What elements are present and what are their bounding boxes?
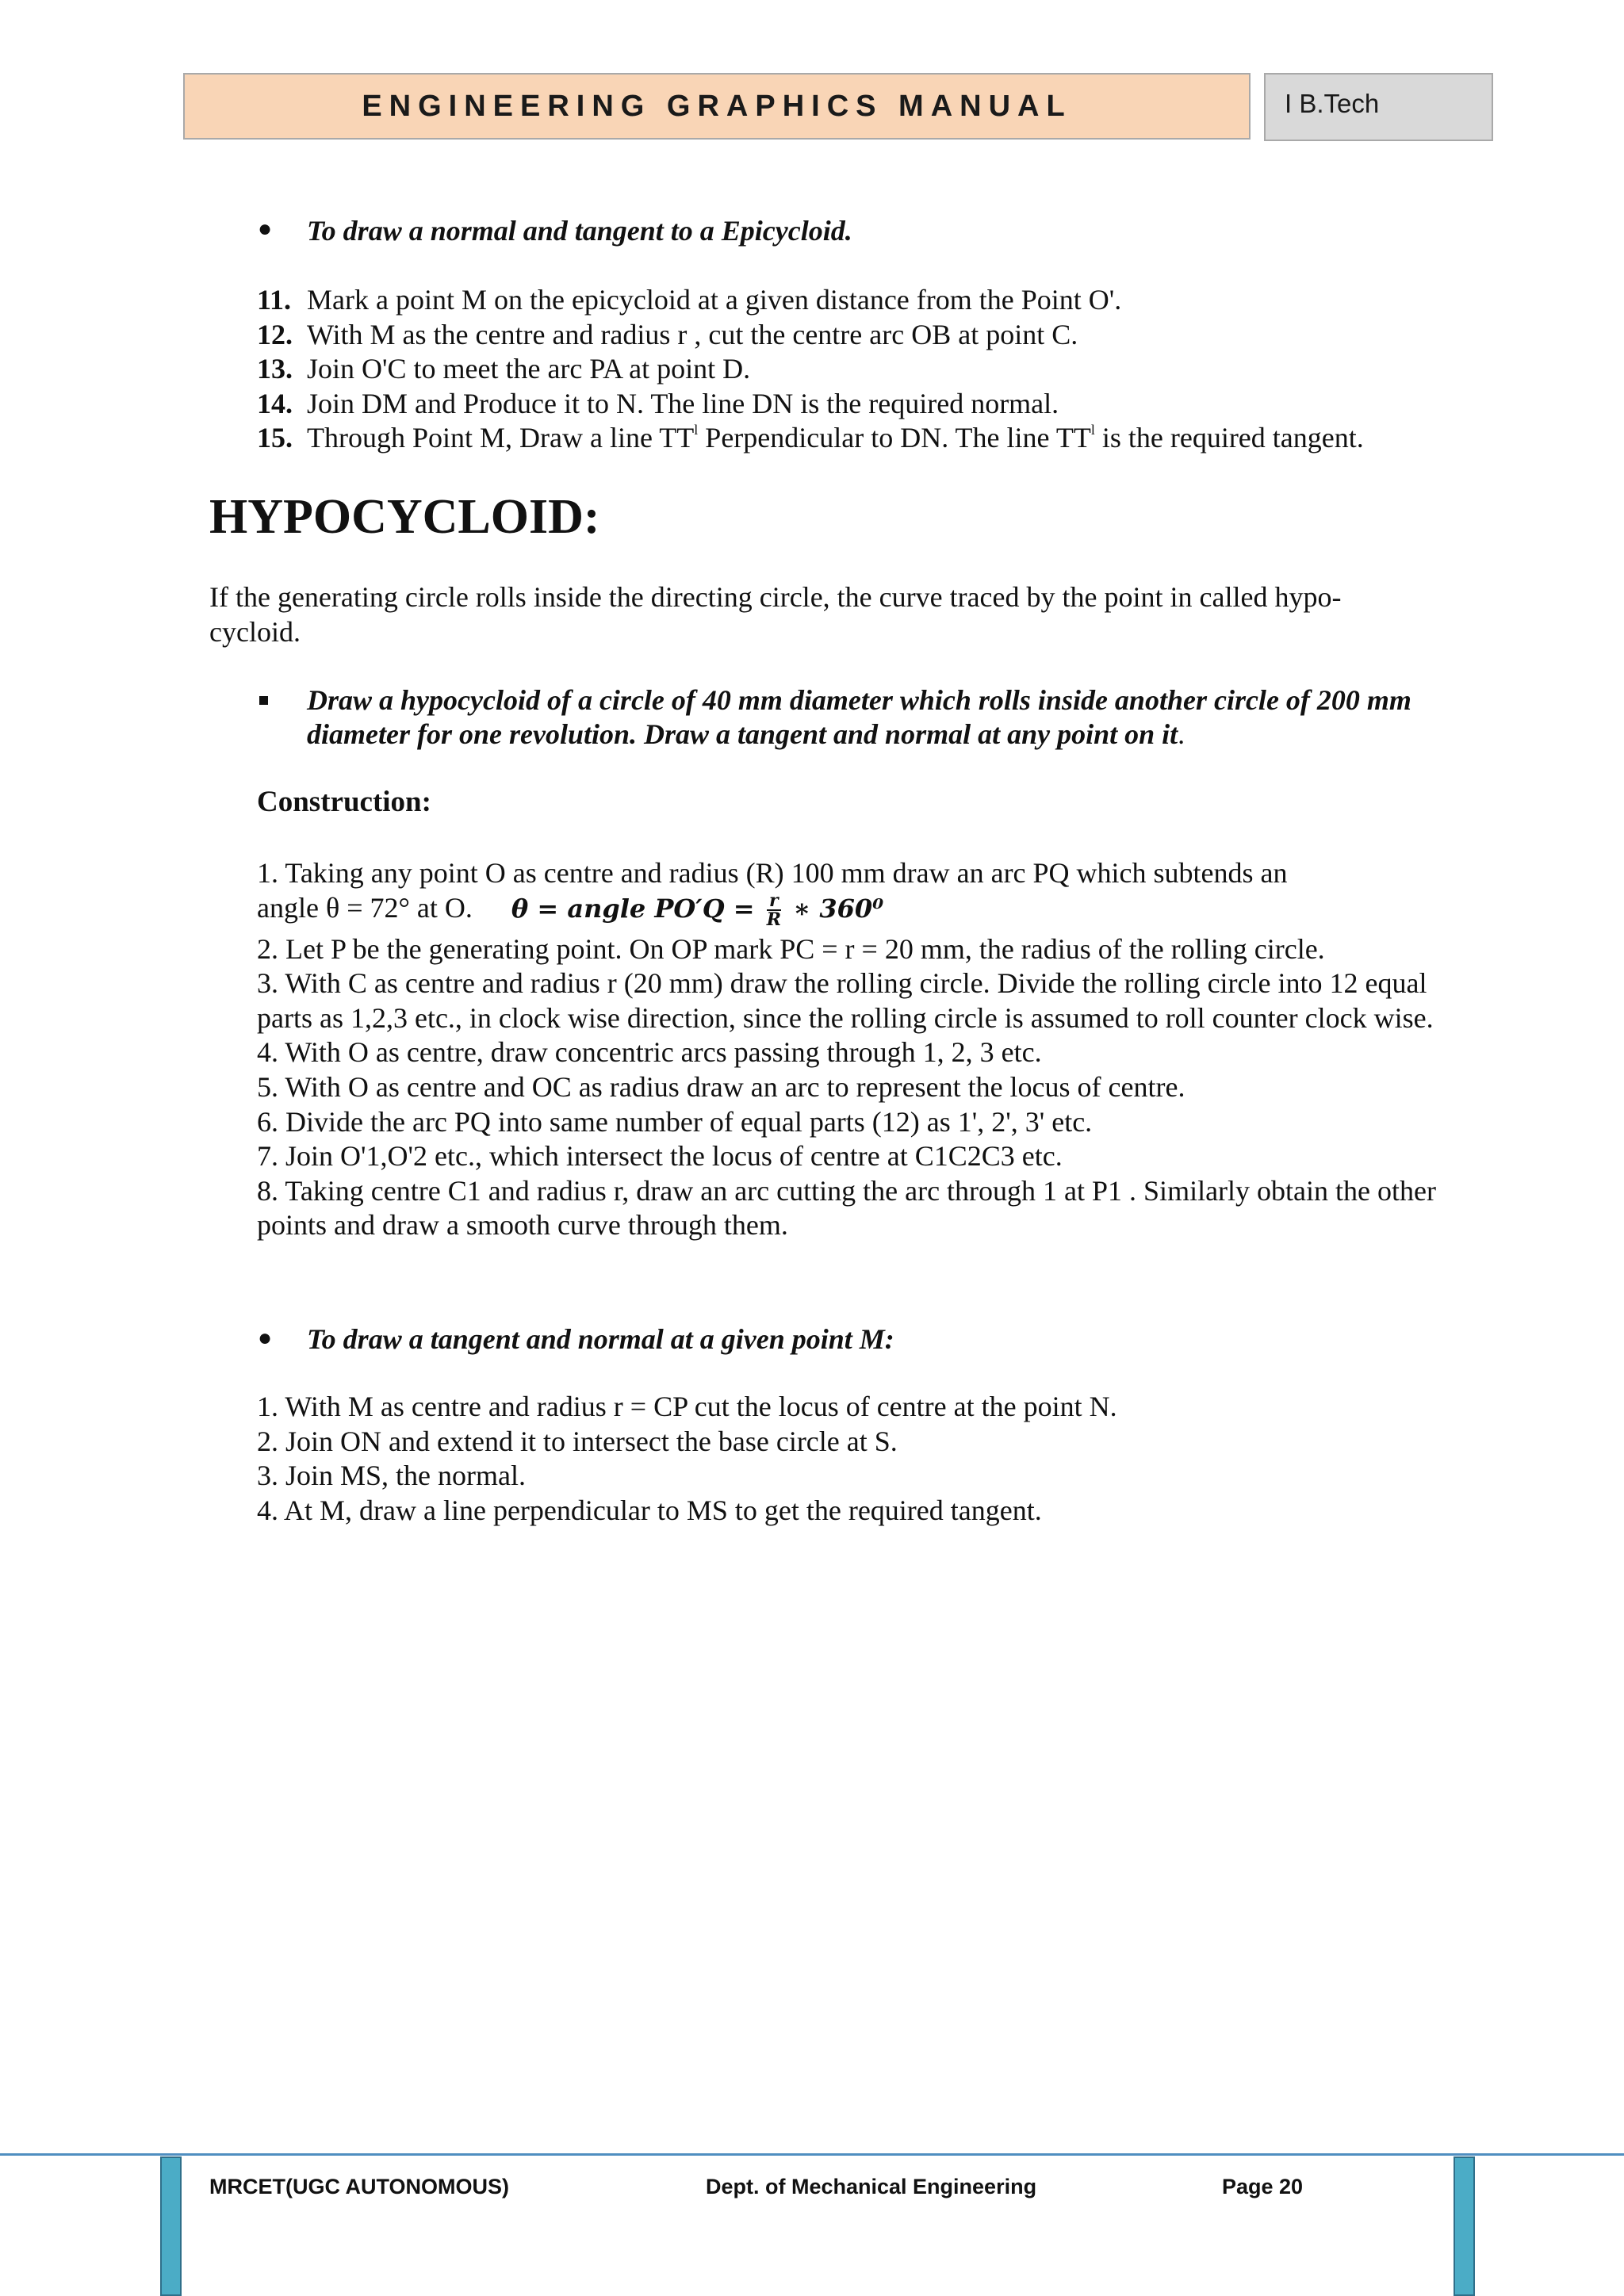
list-item: 13. Join O'C to meet the arc PA at point D. bbox=[257, 353, 751, 385]
construction-title: Construction: bbox=[257, 786, 431, 818]
construction-step: 8. Taking centre C1 and radius r, draw an arc cutting the arc through 1 at P1 . Similarly obtain the other points and draw a smooth curve through them. bbox=[257, 1174, 1436, 1242]
tangent-normal-heading: To draw a tangent and normal at a given point M: bbox=[307, 1323, 894, 1355]
construction-step: 3. With C as centre and radius r (20 mm) draw the rolling circle. Divide the rolling circle into 12 equal parts as 1,2,3 etc., in clock wise direction, since the rolling circle is assumed to roll counter clock wise. bbox=[257, 967, 1434, 1034]
construction-steps bbox=[257, 856, 1446, 1243]
course-tag: I B.Tech bbox=[1264, 73, 1493, 141]
tangent-steps bbox=[257, 1390, 1446, 1528]
tangent-step: 1. With M as centre and radius r = CP cut the locus of centre at the point N. bbox=[257, 1391, 1117, 1422]
fraction: $\frac{r}{R}$ bbox=[766, 890, 781, 931]
footer-page-number: Page 20 bbox=[1222, 2175, 1304, 2198]
list-item: 14. Join DM and Produce it to N. The line DN is the required normal. bbox=[257, 387, 1059, 419]
footer-institution: MRCET(UGC AUTONOMOUS) bbox=[209, 2175, 509, 2198]
construction-step: 6. Divide the arc PQ into same number of equal parts (12) as 1', 2', 3' etc. bbox=[257, 1105, 1093, 1138]
bullet-icon: ● bbox=[258, 216, 273, 242]
angle-formula: θ = angle PO′Q = $\frac{r}{R}$ ∗ 360⁰ bbox=[511, 890, 884, 931]
manual-title-banner: ENGINEERING GRAPHICS MANUAL bbox=[183, 73, 1251, 140]
epicycloid-normal-heading: To draw a normal and tangent to a Epicycloid. bbox=[307, 215, 852, 247]
list-item: 11. Mark a point M on the epicycloid at a given distance from the Point O'. bbox=[257, 284, 1122, 316]
tangent-step: 2. Join ON and extend it to intersect the base circle at S. bbox=[257, 1425, 898, 1457]
footer-left-bar bbox=[160, 2156, 182, 2296]
footer-right-bar bbox=[1454, 2156, 1475, 2296]
tangent-step: 3. Join MS, the normal. bbox=[257, 1460, 526, 1492]
bullet-icon: ● bbox=[258, 1325, 273, 1351]
construction-step: 2. Let P be the generating point. On OP mark PC = r = 20 mm, the radius of the rolling circle. bbox=[257, 932, 1325, 965]
square-bullet-icon bbox=[259, 696, 268, 705]
section-title: HYPOCYCLOID: bbox=[209, 490, 600, 544]
construction-step: 4. With O as centre, draw concentric arcs passing through 1, 2, 3 etc. bbox=[257, 1036, 1042, 1069]
hypocycloid-definition: If the generating circle rolls inside the directing circle, the curve traced by the point in called hypo-cycloid. bbox=[209, 581, 1342, 648]
footer-divider bbox=[0, 2153, 1624, 2156]
problem-statement: Draw a hypocycloid of a circle of 40 mm diameter which rolls inside another circle of 200 mm diameter for one revolution. Draw a tangent and normal at any point on it. bbox=[307, 684, 1411, 750]
construction-step: angle θ = 72° at O. θ = angle PO′Q = $\frac{r}{R}$ ∗ 360⁰ bbox=[257, 890, 884, 931]
epicycloid-steps-list bbox=[257, 283, 1364, 456]
construction-step: 1. Taking any point O as centre and radius (R) 100 mm draw an arc PQ which subtends an bbox=[257, 857, 1288, 889]
construction-step: 5. With O as centre and OC as radius draw an arc to represent the locus of centre. bbox=[257, 1070, 1185, 1103]
list-item: 12. With M as the centre and radius r , cut the centre arc OB at point C. bbox=[257, 318, 1078, 350]
tangent-step: 4. At M, draw a line perpendicular to MS to get the required tangent. bbox=[257, 1494, 1042, 1526]
footer-department: Dept. of Mechanical Engineering bbox=[706, 2175, 1037, 2198]
list-item: 15. Through Point M, Draw a line $TT^l$ Perpendicular to DN. The line $TT^l$ is the required tangent. bbox=[257, 422, 1364, 453]
construction-step: 7. Join O'1,O'2 etc., which intersect the locus of centre at C1C2C3 etc. bbox=[257, 1140, 1063, 1173]
